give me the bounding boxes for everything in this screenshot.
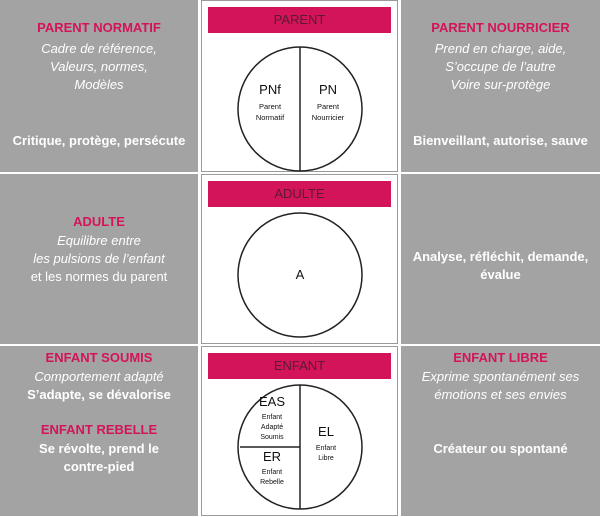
enfant-soumis-rebelle-panel <box>0 346 198 516</box>
parent-circle-diagram <box>202 1 399 173</box>
er-label-1: Enfant <box>261 469 283 476</box>
parent-normatif-panel <box>0 0 198 172</box>
parent-normatif-line-2: Valeurs, normes, <box>50 59 148 74</box>
parent-nourricier-panel <box>401 0 600 172</box>
enfant-libre-line-1: Exprime spontanément ses <box>421 369 580 384</box>
pnf-label-1: Parent <box>258 102 282 111</box>
parent-normatif-line-1: Cadre de référence, <box>41 41 157 56</box>
er-abbr: ER <box>262 449 282 464</box>
enfant-libre-panel <box>401 346 600 516</box>
adulte-abbr: A <box>295 267 305 282</box>
parent-nourricier-summary: Bienveillant, autorise, sauve <box>413 133 588 148</box>
adulte-actions-line-2: évalue <box>480 267 521 282</box>
adulte-diagram-panel <box>201 174 398 344</box>
parent-diagram-panel <box>201 0 398 172</box>
enfant-soumis-title: ENFANT SOUMIS <box>45 350 153 365</box>
adulte-line-2: les pulsions de l’enfant <box>33 251 165 266</box>
parent-nourricier-line-3: Voire sur-protège <box>450 77 551 92</box>
adulte-actions-line-1: Analyse, réfléchit, demande, <box>412 249 589 264</box>
enfant-circle-diagram <box>202 347 399 517</box>
parent-nourricier-line-2: S’occupe de l’autre <box>445 59 556 74</box>
pn-label-1: Parent <box>316 102 340 111</box>
adulte-line-1: Equilibre entre <box>57 233 141 248</box>
er-label-2: Rebelle <box>260 479 284 486</box>
pn-abbr: PN <box>318 82 338 97</box>
enfant-banner: ENFANT <box>208 353 391 379</box>
eas-label-2: Adapté <box>260 424 284 431</box>
enfant-libre-line-2: émotions et ses envies <box>434 387 567 402</box>
pnf-abbr: PNf <box>259 82 281 97</box>
enfant-rebelle-title: ENFANT REBELLE <box>40 422 158 437</box>
el-label-2: Libre <box>318 455 334 462</box>
enfant-rebelle-line-2: contre-pied <box>63 459 135 474</box>
adulte-circle-diagram <box>202 175 399 345</box>
enfant-rebelle-line-1: Se révolte, prend le <box>39 441 159 456</box>
enfant-libre-title: ENFANT LIBRE <box>453 350 548 365</box>
enfant-diagram-panel <box>201 346 398 516</box>
parent-normatif-line-3: Modèles <box>74 77 124 92</box>
parent-banner: PARENT <box>208 7 391 33</box>
parent-nourricier-title: PARENT NOURRICIER <box>431 20 570 35</box>
eas-abbr: EAS <box>258 394 286 409</box>
parent-normatif-title: PARENT NORMATIF <box>37 20 161 35</box>
adulte-title: ADULTE <box>73 214 125 229</box>
el-abbr: EL <box>318 424 334 439</box>
el-label-1: Enfant <box>315 445 337 452</box>
eas-label-1: Enfant <box>261 414 283 421</box>
parent-normatif-summary: Critique, protège, persécute <box>12 133 186 148</box>
adulte-line-3: et les normes du parent <box>30 269 168 284</box>
parent-nourricier-line-1: Prend en charge, aide, <box>434 41 567 56</box>
pn-label-2: Nourricier <box>311 113 345 122</box>
adulte-panel <box>0 174 198 344</box>
eas-label-3: Soumis <box>260 434 284 441</box>
pnf-label-2: Normatif <box>255 113 285 122</box>
adulte-banner: ADULTE <box>208 181 391 207</box>
enfant-libre-summary: Créateur ou spontané <box>433 441 568 456</box>
adulte-actions-panel <box>401 174 600 344</box>
enfant-soumis-line-2: S’adapte, se dévalorise <box>27 387 171 402</box>
enfant-soumis-line-1: Comportement adapté <box>34 369 164 384</box>
